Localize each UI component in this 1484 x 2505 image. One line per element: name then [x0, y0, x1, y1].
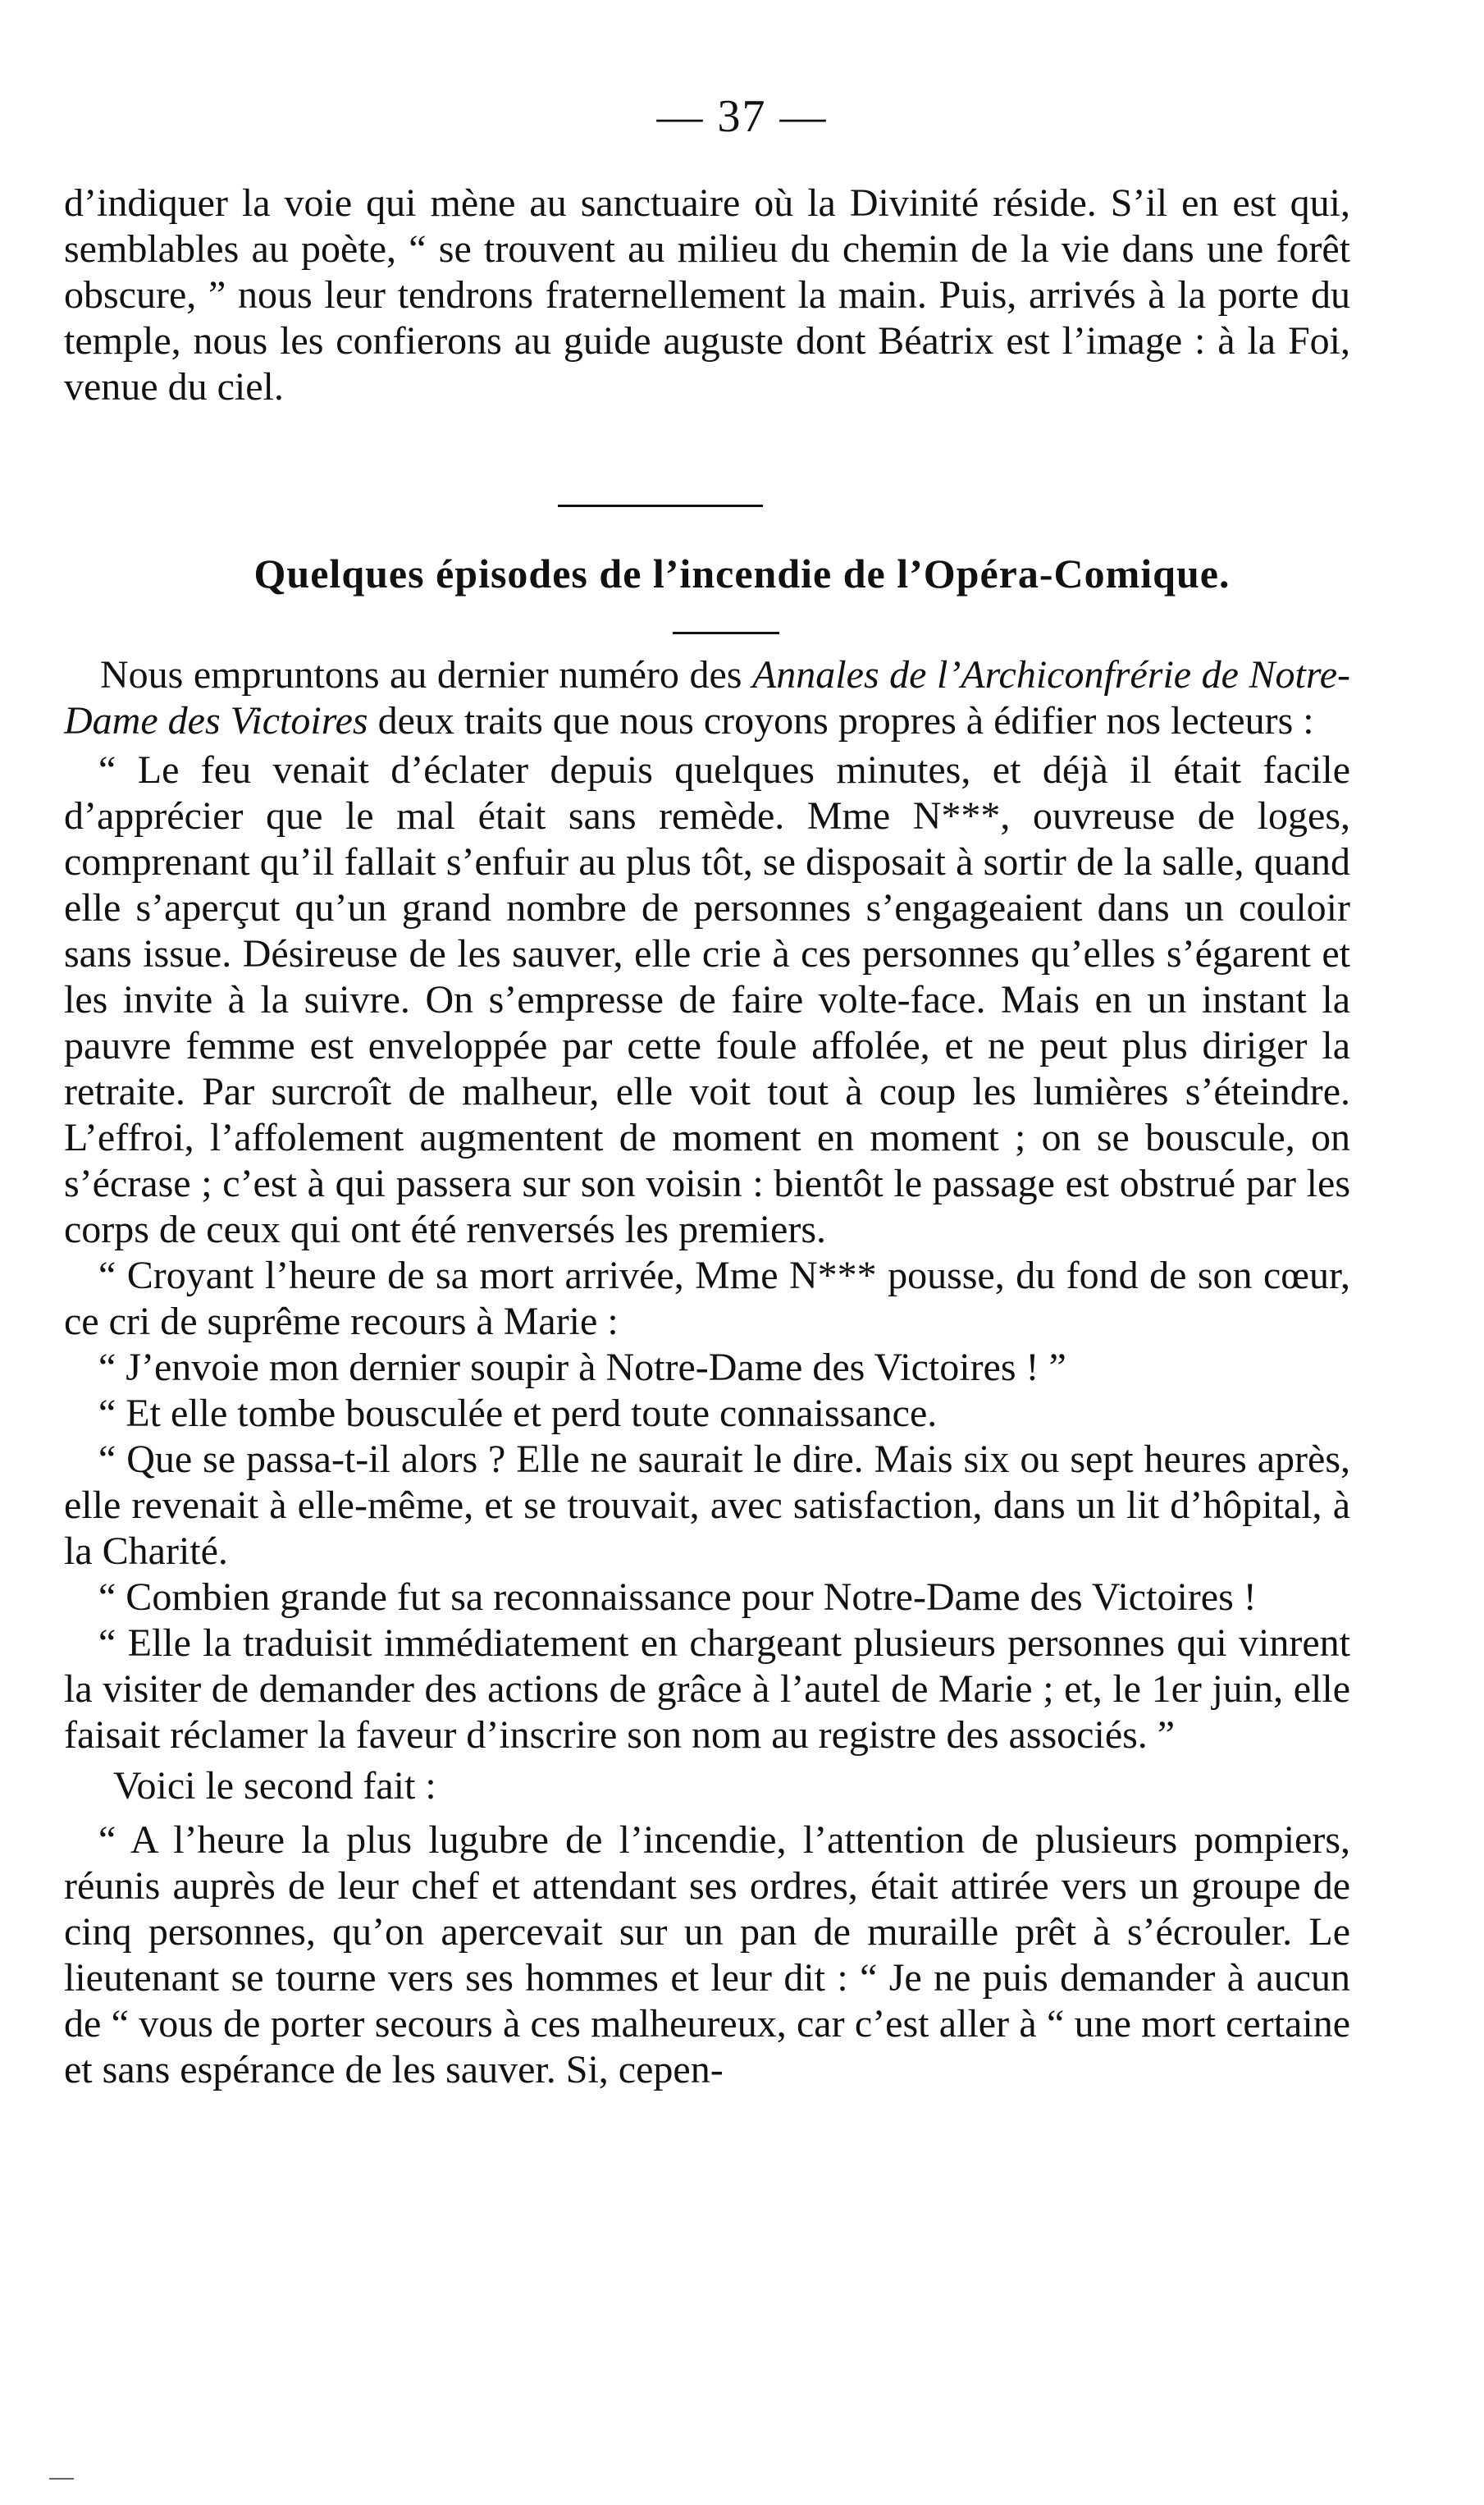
- paragraph-2: “ Croyant l’heure de sa mort arrivée, Mme N*** pousse, du fond de son cœur, ce cri de suprême recours à Marie :: [64, 1254, 1350, 1343]
- lead-text-before: Nous empruntons au dernier numéro des: [100, 653, 752, 697]
- final-paragraph: “ A l’heure la plus lugubre de l’incendie, l’attention de plusieurs pompiers, réunis auprès de leur chef et attendant ses ordres, était attirée vers un groupe de cinq personnes, qu’on apercevait sur un pan de muraille prêt à s’écrouler. Le lieutenant se tourne vers ses hommes et leur dit : “ Je ne puis demander à aucun de “ vous de porter secours à ces malheureux, car c’est aller à “ une mort certaine et sans espérance de les sauver. Si, cepen-: [64, 1818, 1350, 2091]
- publication-title: Annales de l’Archiconfrérie de Notre-Dame des Victoires: [64, 653, 1351, 743]
- intro-paragraph: d’indiquer la voie qui mène au sanctuaire où la Divinité réside. S’il en est qui, semblables au poète, “ se trouvent au milieu du chemin de la vie dans une forêt obscure, ” nous leur tendrons fraternellement la main. Puis, arrivés à la porte du temple, nous les confierons au guide auguste dont Béatrix est l’image : à la Foi, venue du ciel.: [64, 181, 1350, 409]
- section-heading: Quelques épisodes de l’incendie de l’Opéra-Comique.: [253, 551, 1231, 597]
- lead-paragraph: [64, 652, 1350, 744]
- second-fact-intro: Voici le second fait :: [113, 1764, 436, 1808]
- paragraph-1: “ Le feu venait d’éclater depuis quelques minutes, et déjà il était facile d’apprécier que le mal était sans remède. Mme N***, ouvreuse de loges, comprenant qu’il fallait s’enfuir au plus tôt, se disposait à sortir de la salle, quand elle s’aperçut qu’un grand nombre de personnes s’engageaient dans un couloir sans issue. Désireuse de les sauver, elle crie à ces personnes qu’elles s’égarent et les invite à la suivre. On s’empresse de faire volte-face. Mais en un instant la pauvre femme est enveloppée par cette foule affolée, et ne peut plus diriger la retraite. Par surcroît de malheur, elle voit tout à coup les lumières s’éteindre. L’effroi, l’affolement augmentent de moment en moment ; on se bouscule, on s’écrase ; c’est à qui passera sur son voisin : bientôt le passage est obstrué par les corps de ceux qui ont été renversés les premiers.: [64, 748, 1350, 1251]
- paragraph-6: “ Combien grande fut sa reconnaissance pour Notre-Dame des Victoires !: [98, 1575, 1257, 1619]
- margin-mark: [49, 2478, 74, 2480]
- article-body: [64, 652, 1350, 2093]
- page-number: — 37 —: [656, 91, 828, 142]
- section-divider-top: [558, 505, 763, 507]
- paragraph-4: “ Et elle tombe bousculée et perd toute connaissance.: [98, 1392, 938, 1435]
- paragraph-3: “ J’envoie mon dernier soupir à Notre-Dame des Victoires ! ”: [98, 1346, 1066, 1389]
- section-divider-bottom: [673, 632, 779, 634]
- lead-text-after: deux traits que nous croyons propres à édifier nos lecteurs :: [368, 699, 1314, 743]
- paragraph-5: “ Que se passa-t-il alors ? Elle ne saurait le dire. Mais six ou sept heures après, elle revenait à elle-même, et se trouvait, avec satisfaction, dans un lit d’hôpital, à la Charité.: [64, 1438, 1350, 1573]
- intro-block: [64, 181, 1350, 410]
- paragraph-7: “ Elle la traduisit immédiatement en chargeant plusieurs personnes qui vinrent la visiter de demander des actions de grâce à l’autel de Marie ; et, le 1er juin, elle faisait réclamer la faveur d’inscrire son nom au registre des associés. ”: [64, 1621, 1350, 1757]
